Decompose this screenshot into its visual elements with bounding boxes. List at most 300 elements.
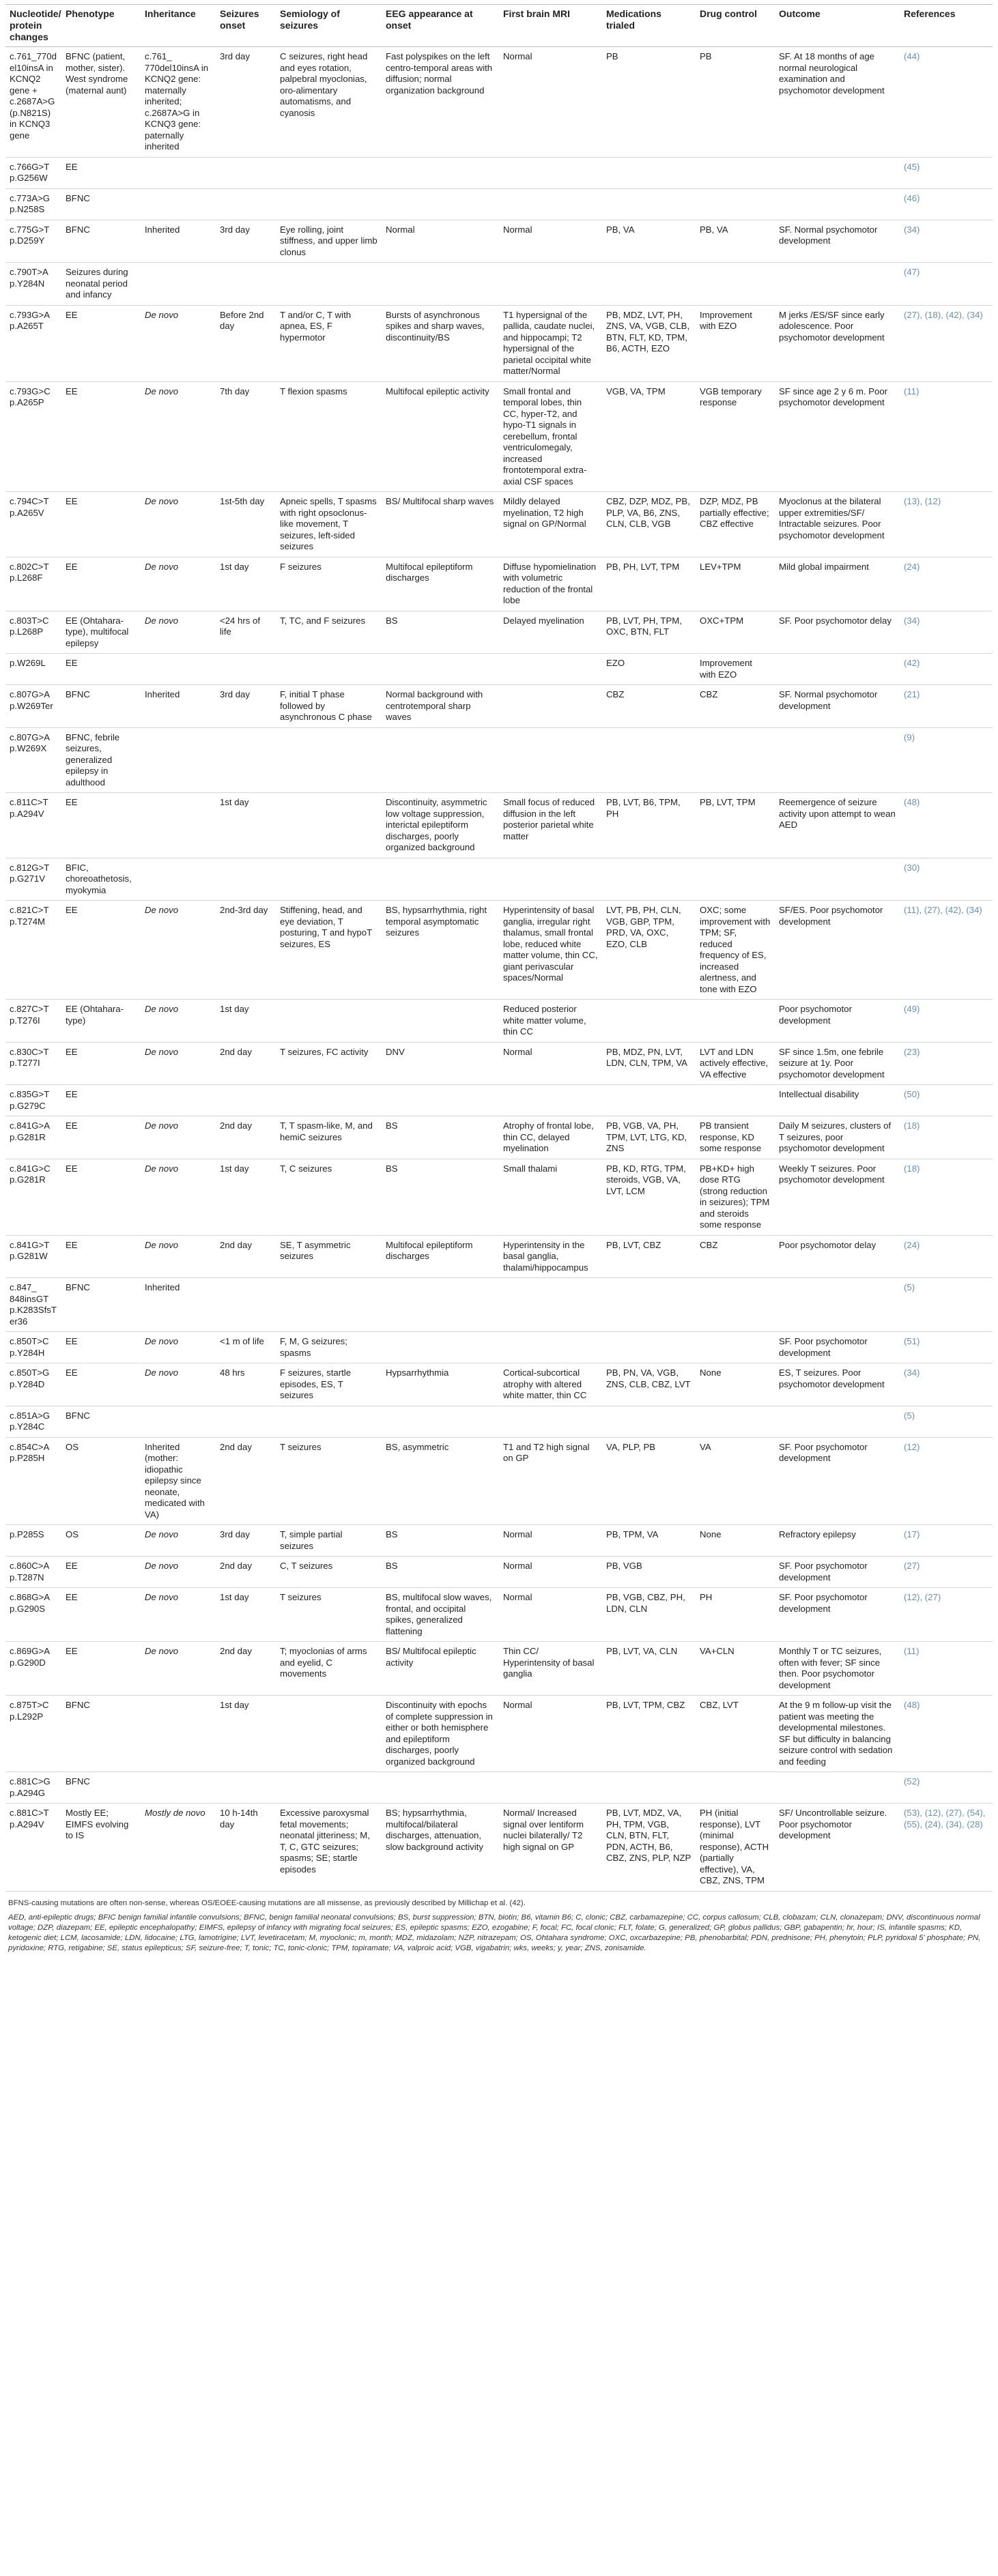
cell-onset: 2nd day [216, 1557, 276, 1588]
cell-references: (24) [900, 1235, 993, 1278]
cell-medications [602, 1406, 696, 1437]
cell-mri: Cortical-subcortical atrophy with altered white matter, thin CC [499, 1363, 602, 1406]
cell-inheritance: De novo [141, 381, 216, 492]
cell-references: (27), (18), (42), (34) [900, 305, 993, 381]
cell-outcome [775, 858, 900, 901]
cell-mri [499, 188, 602, 220]
cell-medications [602, 1000, 696, 1043]
cell-nucleotide: c.807G>A p.W269Ter [5, 685, 61, 728]
table-row [5, 1278, 993, 1332]
cell-onset: 1st day [216, 557, 276, 611]
cell-phenotype: Seizures during neonatal period and infancy [61, 263, 141, 306]
cell-semiology: Stiffening, head, and eye deviation, T posturing, T and hypoT seizures, ES [276, 901, 382, 1000]
cell-inheritance: De novo [141, 1332, 216, 1363]
cell-inheritance [141, 727, 216, 793]
cell-onset: 3rd day [216, 685, 276, 728]
cell-outcome [775, 1278, 900, 1332]
cell-mri: Small frontal and temporal lobes, thin CC, hyper-T2, and hypo-T1 signals in cerebellum, frontal ventriculomegaly, increased frontotemporal extra-axial CSF spaces [499, 381, 602, 492]
cell-outcome: SF. Poor psychomotor development [775, 1437, 900, 1525]
cell-phenotype: EE [61, 157, 141, 188]
cell-onset: 2nd day [216, 1042, 276, 1085]
cell-inheritance: Inherited [141, 1278, 216, 1332]
cell-drug-control: PH [696, 1588, 775, 1642]
cell-eeg: Normal [382, 220, 499, 263]
cell-eeg [382, 1406, 499, 1437]
cell-drug-control: DZP, MDZ, PB partially effective; CBZ effective [696, 492, 775, 558]
cell-mri [499, 1406, 602, 1437]
cell-onset: 3rd day [216, 1525, 276, 1557]
cell-phenotype: BFNC [61, 1772, 141, 1804]
table-row [5, 263, 993, 306]
cell-mri: T1 and T2 high signal on GP [499, 1437, 602, 1525]
cell-nucleotide: c.875T>C p.L292P [5, 1696, 61, 1772]
cell-semiology: T, C seizures [276, 1159, 382, 1235]
cell-mri [499, 727, 602, 793]
cell-eeg: Discontinuity with epochs of complete suppression in either or both hemisphere and epileptiform discharges, poorly organized background [382, 1696, 499, 1772]
cell-outcome [775, 157, 900, 188]
cell-references: (5) [900, 1278, 993, 1332]
table-row [5, 1804, 993, 1892]
cell-inheritance: De novo [141, 305, 216, 381]
cell-references: (18) [900, 1159, 993, 1235]
cell-semiology: F, M, G seizures; spasms [276, 1332, 382, 1363]
cell-medications: LVT, PB, PH, CLN, VGB, GBP, TPM, PRD, VA, OXC, EZO, CLB [602, 901, 696, 1000]
cell-onset: 2nd day [216, 1642, 276, 1696]
cell-inheritance [141, 1696, 216, 1772]
header-references: References [900, 5, 993, 47]
cell-onset: 1st day [216, 1696, 276, 1772]
cell-medications [602, 1332, 696, 1363]
cell-mri: Hyperintensity in the basal ganglia, thalami/hippocampus [499, 1235, 602, 1278]
cell-medications: VA, PLP, PB [602, 1437, 696, 1525]
table-row [5, 1696, 993, 1772]
cell-references: (34) [900, 611, 993, 654]
cell-drug-control [696, 263, 775, 306]
cell-onset: 7th day [216, 381, 276, 492]
cell-mri: Reduced posterior white matter volume, thin CC [499, 1000, 602, 1043]
cell-drug-control: PB, VA [696, 220, 775, 263]
cell-semiology [276, 1696, 382, 1772]
cell-medications [602, 1772, 696, 1804]
cell-semiology: Excessive paroxysmal fetal movements; neonatal jitteriness; M, T, C, GTC seizures; spasms; SE; startle episodes [276, 1804, 382, 1892]
cell-references: (34) [900, 220, 993, 263]
cell-nucleotide: c.847_ 848insGT p.K283SfsTer36 [5, 1278, 61, 1332]
table-row [5, 1332, 993, 1363]
cell-mri: Hyperintensity of basal ganglia, irregular right thalamus, small frontal lobe, reduced white matter volume, thin CC, giant perivascular spaces/Normal [499, 901, 602, 1000]
cell-references: (45) [900, 157, 993, 188]
cell-semiology: F seizures, startle episodes, ES, T seizures [276, 1363, 382, 1406]
table-row [5, 901, 993, 1000]
cell-eeg: BS, asymmetric [382, 1437, 499, 1525]
cell-phenotype: EE [61, 1642, 141, 1696]
cell-medications: PB, TPM, VA [602, 1525, 696, 1557]
cell-references: (44) [900, 47, 993, 158]
cell-outcome: ES, T seizures. Poor psychomotor development [775, 1363, 900, 1406]
cell-inheritance [141, 188, 216, 220]
cell-mri [499, 1278, 602, 1332]
cell-eeg [382, 1278, 499, 1332]
table-row [5, 1642, 993, 1696]
cell-onset [216, 1772, 276, 1804]
cell-medications [602, 858, 696, 901]
cell-nucleotide: c.775G>T p.D259Y [5, 220, 61, 263]
table-row [5, 1235, 993, 1278]
table-header-row [5, 5, 993, 47]
cell-outcome: SF since age 2 y 6 m. Poor psychomotor development [775, 381, 900, 492]
cell-medications: PB, MDZ, PN, LVT, LDN, CLN, TPM, VA [602, 1042, 696, 1085]
cell-nucleotide: c.793G>A p.A265T [5, 305, 61, 381]
table-row [5, 727, 993, 793]
cell-mri [499, 263, 602, 306]
cell-nucleotide: c.793G>C p.A265P [5, 381, 61, 492]
cell-mri [499, 685, 602, 728]
cell-phenotype: OS [61, 1525, 141, 1557]
cell-references: (11) [900, 381, 993, 492]
cell-nucleotide: c.811C>T p.A294V [5, 793, 61, 858]
cell-eeg [382, 654, 499, 685]
cell-inheritance: De novo [141, 1116, 216, 1159]
table-body [5, 47, 993, 1892]
cell-eeg: Multifocal epileptiform discharges [382, 557, 499, 611]
cell-eeg: BS [382, 1159, 499, 1235]
cell-semiology [276, 654, 382, 685]
cell-medications: PB [602, 47, 696, 158]
table-row [5, 47, 993, 158]
cell-semiology [276, 1085, 382, 1116]
header-onset: Seizures onset [216, 5, 276, 47]
table-row [5, 858, 993, 901]
cell-references: (34) [900, 1363, 993, 1406]
cell-inheritance [141, 1406, 216, 1437]
cell-drug-control [696, 1406, 775, 1437]
cell-references: (12) [900, 1437, 993, 1525]
table-row [5, 654, 993, 685]
cell-inheritance: De novo [141, 1525, 216, 1557]
cell-nucleotide: p.P285S [5, 1525, 61, 1557]
table-row [5, 1000, 993, 1043]
cell-onset [216, 1406, 276, 1437]
cell-semiology: F seizures [276, 557, 382, 611]
cell-semiology: F, initial T phase followed by asynchronous C phase [276, 685, 382, 728]
cell-phenotype: EE [61, 1332, 141, 1363]
cell-phenotype: BFNC [61, 188, 141, 220]
cell-semiology: T, T spasm-like, M, and hemiC seizures [276, 1116, 382, 1159]
cell-references: (53), (12), (27), (54), (55), (24), (34), (28) [900, 1804, 993, 1892]
cell-inheritance: Inherited [141, 685, 216, 728]
cell-nucleotide: c.766G>T p.G256W [5, 157, 61, 188]
cell-nucleotide: c.835G>T p.G279C [5, 1085, 61, 1116]
table-row [5, 381, 993, 492]
cell-nucleotide: c.807G>A p.W269X [5, 727, 61, 793]
cell-outcome: SF. Poor psychomotor delay [775, 611, 900, 654]
cell-medications: CBZ [602, 685, 696, 728]
header-eeg: EEG appearance at onset [382, 5, 499, 47]
cell-outcome: SF. Poor psychomotor development [775, 1588, 900, 1642]
cell-medications: PB, VGB, VA, PH, TPM, LVT, LTG, KD, ZNS [602, 1116, 696, 1159]
cell-mri: Normal [499, 1042, 602, 1085]
cell-onset: 3rd day [216, 220, 276, 263]
cell-semiology: T seizures, FC activity [276, 1042, 382, 1085]
cell-outcome: SF. Poor psychomotor development [775, 1557, 900, 1588]
cell-drug-control: CBZ, LVT [696, 1696, 775, 1772]
cell-semiology [276, 1278, 382, 1332]
cell-references: (5) [900, 1406, 993, 1437]
cell-mri [499, 157, 602, 188]
cell-semiology [276, 1772, 382, 1804]
cell-drug-control: Improvement with EZO [696, 654, 775, 685]
table-row [5, 1437, 993, 1525]
cell-medications [602, 1278, 696, 1332]
cell-outcome: Reemergence of seizure activity upon attempt to wean AED [775, 793, 900, 858]
cell-onset: 2nd-3rd day [216, 901, 276, 1000]
header-semiology: Semiology of seizures [276, 5, 382, 47]
cell-outcome [775, 654, 900, 685]
cell-inheritance: De novo [141, 557, 216, 611]
cell-drug-control: None [696, 1525, 775, 1557]
table-row [5, 220, 993, 263]
cell-onset [216, 727, 276, 793]
cell-nucleotide: c.803T>C p.L268P [5, 611, 61, 654]
cell-semiology [276, 727, 382, 793]
cell-eeg [382, 263, 499, 306]
table-row [5, 188, 993, 220]
cell-outcome: Intellectual disability [775, 1085, 900, 1116]
cell-onset [216, 858, 276, 901]
cell-eeg: BS [382, 1116, 499, 1159]
cell-onset [216, 157, 276, 188]
cell-eeg: DNV [382, 1042, 499, 1085]
cell-semiology: T seizures [276, 1588, 382, 1642]
cell-nucleotide: c.841G>A p.G281R [5, 1116, 61, 1159]
cell-inheritance: De novo [141, 1363, 216, 1406]
header-phenotype: Phenotype [61, 5, 141, 47]
cell-outcome: Mild global impairment [775, 557, 900, 611]
cell-eeg: BS/ Multifocal sharp waves [382, 492, 499, 558]
cell-outcome: M jerks /ES/SF since early adolescence. Poor psychomotor development [775, 305, 900, 381]
cell-onset [216, 188, 276, 220]
cell-mri: Normal [499, 1557, 602, 1588]
cell-mri: Small focus of reduced diffusion in the left posterior parietal white matter [499, 793, 602, 858]
cell-inheritance: De novo [141, 1588, 216, 1642]
cell-outcome [775, 727, 900, 793]
cell-inheritance: De novo [141, 1557, 216, 1588]
cell-mri: Diffuse hypomielination with volumetric reduction of the frontal lobe [499, 557, 602, 611]
cell-drug-control: PB, LVT, TPM [696, 793, 775, 858]
cell-nucleotide: c.812G>T p.G271V [5, 858, 61, 901]
cell-medications: PB, MDZ, LVT, PH, ZNS, VA, VGB, CLB, BTN, FLT, KD, TPM, B6, ACTH, EZO [602, 305, 696, 381]
cell-medications [602, 1085, 696, 1116]
cell-mri: Small thalami [499, 1159, 602, 1235]
cell-medications: PB, LVT, TPM, CBZ [602, 1696, 696, 1772]
cell-drug-control [696, 1772, 775, 1804]
cell-inheritance [141, 793, 216, 858]
cell-outcome: SF/ES. Poor psychomotor development [775, 901, 900, 1000]
cell-eeg [382, 157, 499, 188]
cell-references: (18) [900, 1116, 993, 1159]
cell-onset [216, 1085, 276, 1116]
cell-references: (9) [900, 727, 993, 793]
cell-phenotype: EE (Ohtahara-type), multifocal epilepsy [61, 611, 141, 654]
cell-references: (23) [900, 1042, 993, 1085]
cell-eeg [382, 1000, 499, 1043]
cell-inheritance [141, 157, 216, 188]
cell-drug-control: LEV+TPM [696, 557, 775, 611]
cell-outcome: SF. Normal psychomotor development [775, 685, 900, 728]
cell-mri [499, 1085, 602, 1116]
cell-onset [216, 654, 276, 685]
cell-drug-control: VGB temporary response [696, 381, 775, 492]
cell-inheritance [141, 1085, 216, 1116]
cell-nucleotide: c.790T>A p.Y284N [5, 263, 61, 306]
cell-semiology: T and/or C, T with apnea, ES, F hypermotor [276, 305, 382, 381]
cell-mri: Atrophy of frontal lobe, thin CC, delayed myelination [499, 1116, 602, 1159]
cell-outcome: SF. Normal psychomotor development [775, 220, 900, 263]
cell-semiology: T, TC, and F seizures [276, 611, 382, 654]
cell-nucleotide: c.773A>G p.N258S [5, 188, 61, 220]
table-row [5, 1085, 993, 1116]
cell-references: (49) [900, 1000, 993, 1043]
cell-outcome: Poor psychomotor delay [775, 1235, 900, 1278]
cell-outcome: Daily M seizures, clusters of T seizures, poor psychomotor development [775, 1116, 900, 1159]
cell-phenotype: EE [61, 1159, 141, 1235]
cell-medications: PB, VA [602, 220, 696, 263]
cell-medications: PB, PN, VA, VGB, ZNS, CLB, CBZ, LVT [602, 1363, 696, 1406]
cell-eeg: Multifocal epileptic activity [382, 381, 499, 492]
cell-eeg: Fast polyspikes on the left centro-temporal areas with diffusion; normal organization background [382, 47, 499, 158]
cell-eeg: Bursts of asynchronous spikes and sharp waves, discontinuity/BS [382, 305, 499, 381]
cell-nucleotide: c.881C>G p.A294G [5, 1772, 61, 1804]
cell-references: (17) [900, 1525, 993, 1557]
cell-outcome: SF. At 18 months of age normal neurological examination and psychomotor development [775, 47, 900, 158]
cell-semiology [276, 263, 382, 306]
cell-mri [499, 654, 602, 685]
cell-inheritance: Inherited [141, 220, 216, 263]
cell-eeg: BS, hypsarrhythmia, right temporal asymptomatic seizures [382, 901, 499, 1000]
cell-eeg: Discontinuity, asymmetric low voltage suppression, interictal epileptiform discharges, poorly organized background [382, 793, 499, 858]
cell-nucleotide: c.851A>G p.Y284C [5, 1406, 61, 1437]
cell-inheritance: De novo [141, 1159, 216, 1235]
cell-phenotype: EE [61, 1042, 141, 1085]
table-row [5, 557, 993, 611]
cell-inheritance: Mostly de novo [141, 1804, 216, 1892]
cell-phenotype: BFNC [61, 220, 141, 263]
cell-phenotype: EE [61, 557, 141, 611]
cell-drug-control [696, 727, 775, 793]
cell-mri [499, 1772, 602, 1804]
cell-drug-control: Improvement with EZO [696, 305, 775, 381]
cell-inheritance: De novo [141, 1642, 216, 1696]
cell-inheritance: De novo [141, 1042, 216, 1085]
header-medications: Medications trialed [602, 5, 696, 47]
cell-drug-control [696, 1332, 775, 1363]
cell-phenotype: EE [61, 793, 141, 858]
cell-nucleotide: p.W269L [5, 654, 61, 685]
cell-phenotype: EE [61, 1588, 141, 1642]
cell-drug-control [696, 1000, 775, 1043]
cell-onset: 3rd day [216, 47, 276, 158]
cell-phenotype: BFNC [61, 1406, 141, 1437]
cell-onset: 2nd day [216, 1437, 276, 1525]
cell-nucleotide: c.841G>T p.G281W [5, 1235, 61, 1278]
cell-outcome [775, 1772, 900, 1804]
cell-nucleotide: c.794C>T p.A265V [5, 492, 61, 558]
table-footnotes [5, 1898, 993, 1954]
cell-nucleotide: c.868G>A p.G290S [5, 1588, 61, 1642]
cell-onset: 1st day [216, 1000, 276, 1043]
cell-inheritance: De novo [141, 611, 216, 654]
cell-eeg: BS [382, 1525, 499, 1557]
cell-onset: 1st day [216, 1159, 276, 1235]
cell-nucleotide: c.802C>T p.L268F [5, 557, 61, 611]
cell-references: (46) [900, 188, 993, 220]
cell-mri: Delayed myelination [499, 611, 602, 654]
cell-medications: PB, VGB, CBZ, PH, LDN, CLN [602, 1588, 696, 1642]
cell-nucleotide: c.841G>C p.G281R [5, 1159, 61, 1235]
table-row [5, 685, 993, 728]
cell-outcome: Monthly T or TC seizures, often with fever; SF since then. Poor psychomotor development [775, 1642, 900, 1696]
cell-mri: Thin CC/ Hyperintensity of basal ganglia [499, 1642, 602, 1696]
cell-phenotype: Mostly EE; EIMFS evolving to IS [61, 1804, 141, 1892]
cell-medications: CBZ, DZP, MDZ, PB, PLP, VA, B6, ZNS, CLN, CLB, VGB [602, 492, 696, 558]
cell-outcome: Refractory epilepsy [775, 1525, 900, 1557]
cell-phenotype: BFNC [61, 1696, 141, 1772]
cell-drug-control [696, 157, 775, 188]
cell-medications: PB, KD, RTG, TPM, steroids, VGB, VA, LVT, LCM [602, 1159, 696, 1235]
cell-onset: Before 2nd day [216, 305, 276, 381]
header-drug-control: Drug control [696, 5, 775, 47]
footnote-mutation-types: BFNS-causing mutations are often non-sense, whereas OS/EOEE-causing mutations are all missense, as previously described by Millichap et al. (42). [8, 1898, 526, 1907]
cell-medications: PB, LVT, MDZ, VA, PH, TPM, VGB, CLN, BTN, FLT, PDN, ACTH, B6, CBZ, ZNS, PLP, NZP [602, 1804, 696, 1892]
cell-phenotype: EE (Ohtahara-type) [61, 1000, 141, 1043]
cell-inheritance [141, 263, 216, 306]
cell-phenotype: BFNC [61, 1278, 141, 1332]
cell-references: (50) [900, 1085, 993, 1116]
cell-inheritance: De novo [141, 1000, 216, 1043]
cell-inheritance [141, 1772, 216, 1804]
cell-eeg: BS, multifocal slow waves, frontal, and occipital spikes, generalized flattening [382, 1588, 499, 1642]
cell-semiology: SE, T asymmetric seizures [276, 1235, 382, 1278]
cell-mri: Normal [499, 1588, 602, 1642]
cell-outcome: SF since 1.5m, one febrile seizure at 1y. Poor psychomotor development [775, 1042, 900, 1085]
cell-inheritance: De novo [141, 901, 216, 1000]
cell-eeg: BS [382, 1557, 499, 1588]
cell-medications: PB, VGB [602, 1557, 696, 1588]
cell-phenotype: EE [61, 654, 141, 685]
cell-inheritance: Inherited (mother: idiopathic epilepsy since neonate, medicated with VA) [141, 1437, 216, 1525]
cell-phenotype: EE [61, 1557, 141, 1588]
cell-eeg: Hypsarrhythmia [382, 1363, 499, 1406]
table-row [5, 1116, 993, 1159]
cell-drug-control: LVT and LDN actively effective, VA effective [696, 1042, 775, 1085]
cell-phenotype: EE [61, 1085, 141, 1116]
cell-medications [602, 188, 696, 220]
cell-medications: VGB, VA, TPM [602, 381, 696, 492]
cell-semiology [276, 793, 382, 858]
cell-inheritance: De novo [141, 492, 216, 558]
cell-outcome: Myoclonus at the bilateral upper extremities/SF/ Intractable seizures. Poor psychomotor development [775, 492, 900, 558]
cell-inheritance: De novo [141, 1235, 216, 1278]
cell-onset: 1st-5th day [216, 492, 276, 558]
cell-medications [602, 727, 696, 793]
cell-drug-control: PB+KD+ high dose RTG (strong reduction in seizures); TPM and steroids some response [696, 1159, 775, 1235]
table-row [5, 1406, 993, 1437]
header-inheritance: Inheritance [141, 5, 216, 47]
cell-phenotype: EE [61, 492, 141, 558]
cell-nucleotide: c.821C>T p.T274M [5, 901, 61, 1000]
table-row [5, 1588, 993, 1642]
cell-nucleotide: c.860C>A p.T287N [5, 1557, 61, 1588]
cell-references: (12), (27) [900, 1588, 993, 1642]
